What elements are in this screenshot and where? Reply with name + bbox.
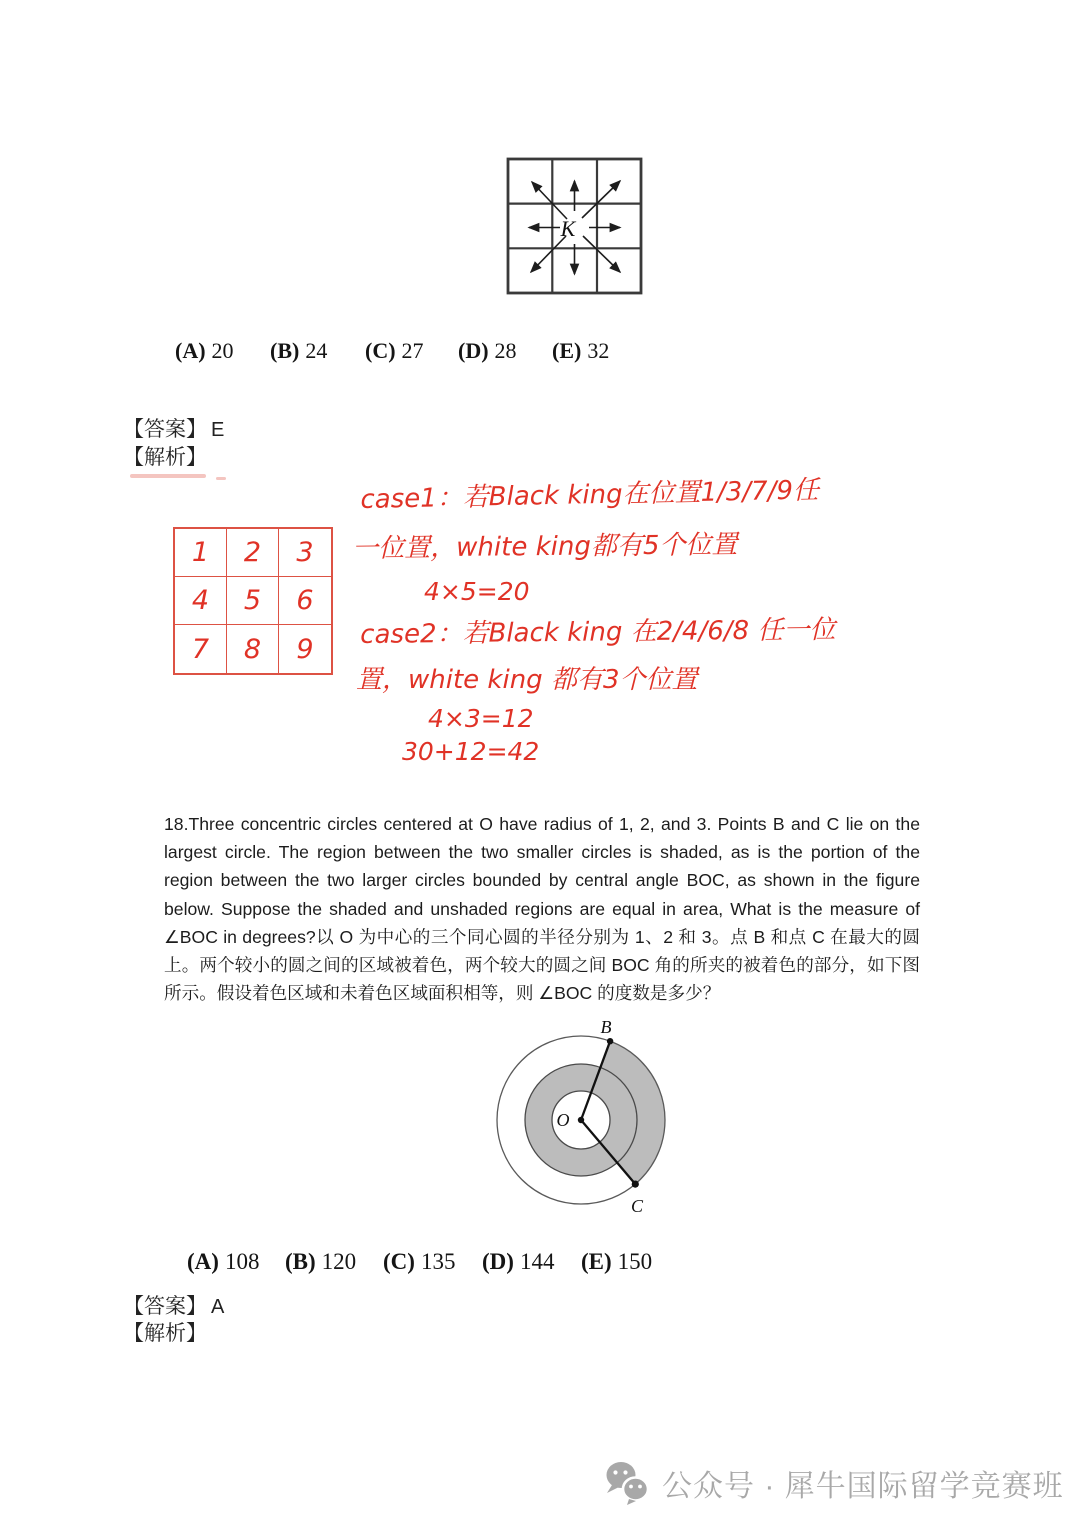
grid-cell: 3 bbox=[279, 529, 331, 577]
handwritten-note: 4×3=12 bbox=[428, 704, 534, 733]
question17-analysis-label: 【解析】 bbox=[123, 445, 207, 469]
king-label: K bbox=[560, 216, 576, 241]
choice-b: (B) 24 bbox=[270, 338, 328, 363]
footer-text: 公众号 · 犀牛国际留学竞赛班 bbox=[662, 1470, 1064, 1503]
point-C bbox=[632, 1181, 639, 1188]
choice-c: (C) 27 bbox=[365, 338, 424, 363]
choice-a: (A) 20 bbox=[175, 338, 234, 363]
red-ink-dot bbox=[216, 477, 226, 480]
grid-cell: 2 bbox=[227, 529, 279, 577]
answer-value: E bbox=[211, 419, 225, 441]
handwritten-note: 置，white king 都有3个位置 bbox=[356, 665, 698, 695]
handwritten-note: 4×5=20 bbox=[424, 577, 530, 606]
answer-value: A bbox=[211, 1296, 225, 1318]
choice-d: (D) 144 bbox=[482, 1249, 555, 1274]
handwritten-note: case1：若Black king在位置1/3/7/9任 bbox=[360, 475, 820, 515]
king-moves-grid-figure bbox=[506, 157, 644, 297]
point-O bbox=[578, 1117, 584, 1123]
grid-cell: 4 bbox=[175, 577, 227, 625]
handwritten-note: case2：若Black king 在2/4/6/8 任一位 bbox=[360, 615, 836, 650]
grid-cell: 6 bbox=[279, 577, 331, 625]
grid-cell: 5 bbox=[227, 577, 279, 625]
wechat-icon bbox=[604, 1460, 652, 1506]
grid-cell: 8 bbox=[227, 625, 279, 673]
choice-d: (D) 28 bbox=[458, 338, 517, 363]
question17-answer-line: 【答案】 E bbox=[123, 417, 225, 441]
grid-cell: 7 bbox=[175, 625, 227, 673]
point-B bbox=[607, 1038, 613, 1044]
concentric-circles-figure bbox=[478, 1012, 693, 1222]
numbered-position-grid bbox=[173, 527, 333, 675]
choice-c: (C) 135 bbox=[383, 1249, 456, 1274]
footer-watermark bbox=[604, 1460, 1064, 1506]
choice-e: (E) 150 bbox=[581, 1249, 653, 1274]
choice-a: (A) 108 bbox=[187, 1249, 260, 1274]
label-C: C bbox=[630, 1196, 644, 1216]
question18-text: 18.Three concentric circles centered at O have radius of 1, 2, and 3. Points B and C lie on the largest circle. The region between the two smaller circles is shaded, as is the portion of the region between the two larger circles bounded by central angle BOC, as shown in the figure below. Suppose the shaded and unshaded regions are equal in area, What is the measure of ∠BOC in degrees?以 O 为中心的三个同心圆的半径分别为 1、2 和 3。点 B 和点 C 在最大的圆上。两个较小的圆之间的区域被着色，两个较大的圆之间 BOC 角的所夹的被着色的部分，如下图所示。假设着色区域和未着色区域面积相等，则 ∠BOC 的度数是多少？ bbox=[164, 814, 920, 1004]
question18-answer-line: 【答案】 A bbox=[123, 1294, 225, 1318]
handwritten-note: 一位置，white king都有5个位置 bbox=[352, 529, 738, 564]
choice-b: (B) 120 bbox=[285, 1249, 357, 1274]
handwritten-note: 30+12=42 bbox=[402, 737, 540, 766]
grid-cell: 9 bbox=[296, 633, 314, 665]
question18-analysis-label: 【解析】 bbox=[123, 1321, 207, 1345]
red-ink-smudge bbox=[130, 474, 206, 478]
label-O: O bbox=[556, 1110, 570, 1130]
grid-cell: 1 bbox=[175, 529, 227, 577]
choice-e: (E) 32 bbox=[552, 338, 610, 363]
label-B: B bbox=[600, 1017, 612, 1037]
